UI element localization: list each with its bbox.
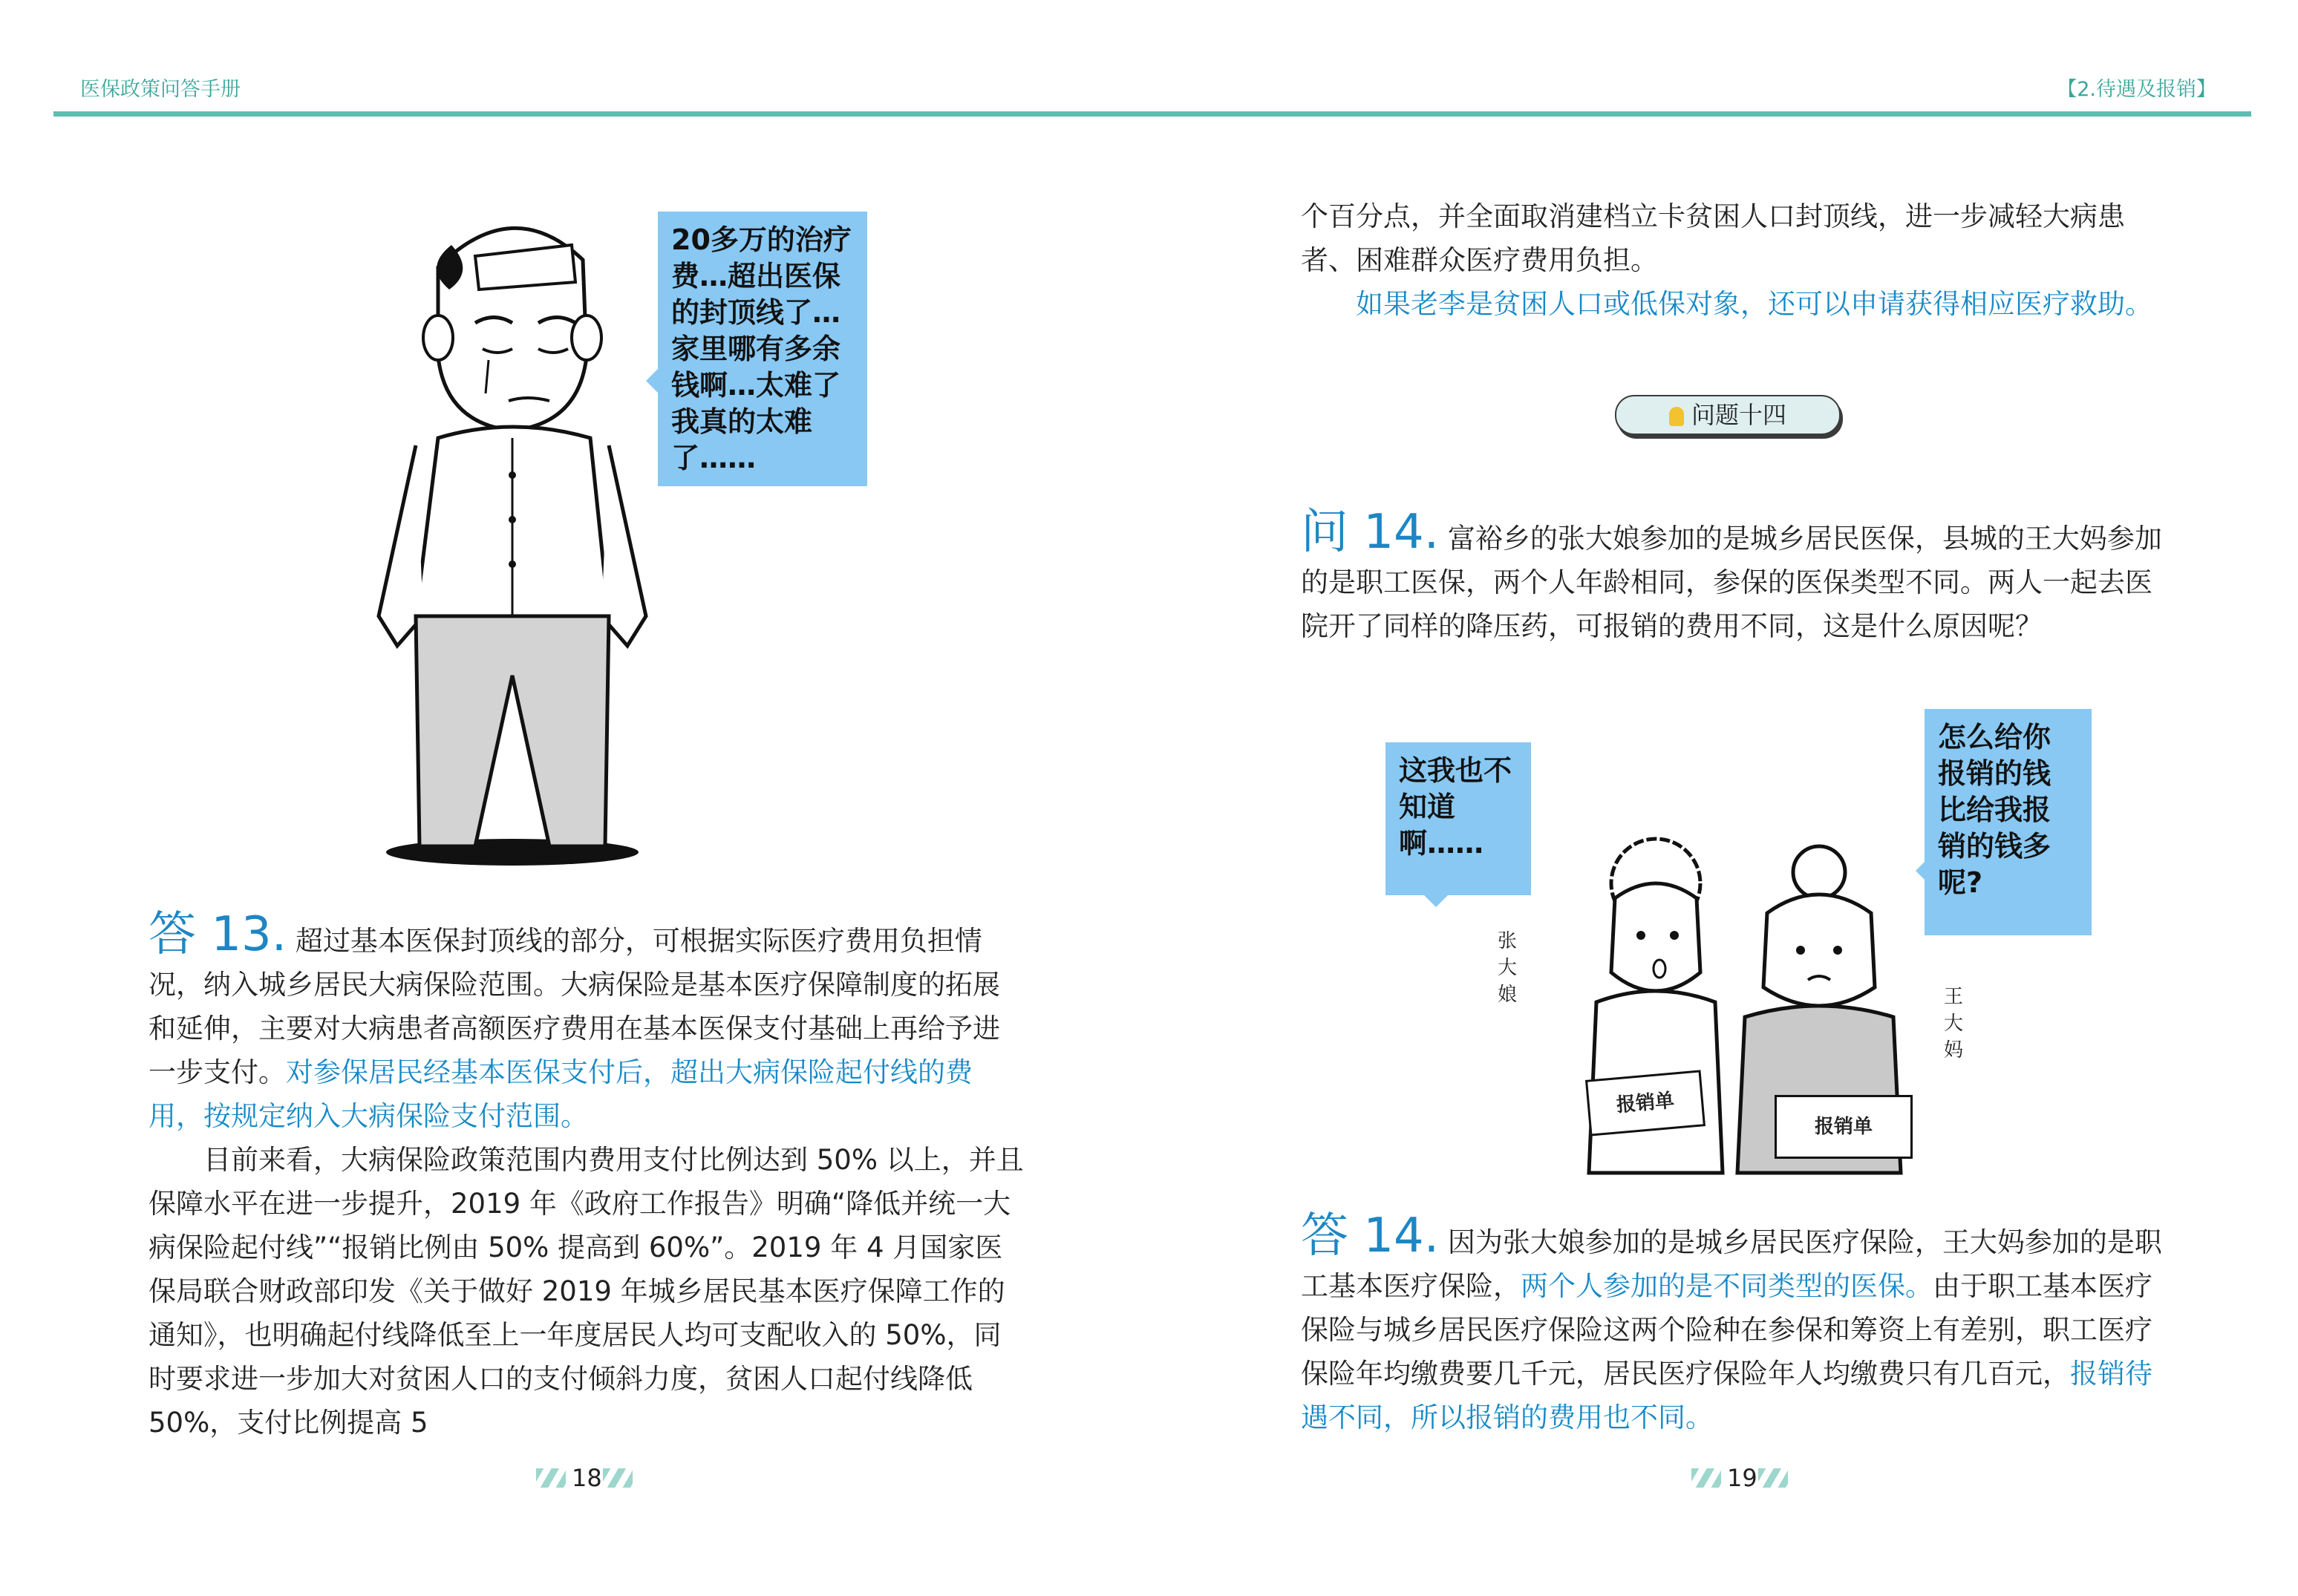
lightbulb-icon: [1669, 407, 1684, 426]
speech-bubble-zhang: 这我也不知道啊……: [1385, 742, 1531, 895]
page-number-18: 18: [572, 1464, 602, 1492]
answer-13-label: 答 13.: [148, 907, 287, 962]
answer-13-text: 超过基本医保封顶线的部分，可根据实际医疗费用负担情况，纳入城乡居民大病保险范围。大病保险是基本医疗保障制度的拓展和延伸，主要对大病患者高额医疗费用在基本医保支付基础上再给予进一步支付。: [148, 925, 1000, 1088]
label-wang-dama: 王大妈: [1943, 986, 1963, 1062]
answer-14-text-1: 因为张大娘参加的是城乡居民医疗保险，王大妈参加的是职工基本医疗保险，: [1301, 1226, 2162, 1302]
answer-14-block: [1301, 1209, 2177, 1439]
page-number-decor-right-2: [1758, 1468, 1788, 1488]
worried-old-man-illustration: [327, 200, 698, 869]
answer-13-highlight: 对参保居民经基本医保支付后，超出大病保险起付线的费用，按规定纳入大病保险支付范围。: [148, 1056, 973, 1132]
header-section-title: 【2.待遇及报销】: [2057, 78, 2216, 101]
answer-14-text-2: 由于职工基本医疗保险与城乡居民医疗保险这两个险种在参保和筹资上有差别，职工医疗保险年均缴费要几千元，居民医疗保险年人均缴费只有几百元，: [1301, 1270, 2152, 1390]
header-rule: [53, 111, 2251, 117]
page-number-decor-left-2: [603, 1468, 633, 1488]
answer-14-label: 答 14.: [1301, 1209, 1440, 1263]
header-book-title: 医保政策问答手册: [80, 78, 241, 101]
answer-13-continued: [1301, 194, 2177, 326]
reimbursement-sign-left: 报销单: [1585, 1070, 1705, 1136]
page-number-decor-right: [1691, 1468, 1721, 1488]
answer-13-block: [148, 907, 1025, 1445]
question-14-block: [1301, 505, 2177, 648]
answer-13-paragraph-2: 目前来看，大病保险政策范围内费用支付比例达到 50% 以上，并且保障水平在进一步提升，2019 年《政府工作报告》明确“降低并统一大病保险起付线”“报销比例由 50% 提高到 60%”。2019 年 4 月国家医保局联合财政部印发《关于做好 2019 年城乡居民基本医疗保障工作的通知》，也明确起付线降低至上一年度居民人均可支配收入的 50%，同时要求进一步加大对贫困人口的支付倾斜力度，贫困人口起付线降低 50%，支付比例提高 5: [148, 1144, 1024, 1439]
page-number-decor-left: [536, 1468, 566, 1488]
continued-highlight: 如果老李是贫困人口或低保对象，还可以申请获得相应医疗救助。: [1356, 288, 2152, 320]
page-number-19: 19: [1727, 1464, 1757, 1492]
label-zhang-daniang: 张大娘: [1497, 930, 1517, 1006]
speech-bubble-old-man: 20多万的治疗费…超出医保的封顶线了…家里哪有多余钱啊…太难了我真的太难了……: [658, 212, 867, 486]
question-badge-label: 问题十四: [1691, 401, 1786, 429]
question-14-badge: [1615, 395, 1841, 435]
answer-14-highlight-2: 报销待遇不同，所以报销的费用也不同。: [1301, 1358, 2152, 1433]
answer-14-highlight-1: 两个人参加的是不同类型的医保。: [1521, 1270, 1933, 1302]
continued-text: 个百分点，并全面取消建档立卡贫困人口封顶线，进一步减轻大病患者、困难群众医疗费用负担。: [1301, 200, 2125, 276]
reimbursement-sign-right: 报销单: [1775, 1095, 1913, 1159]
speech-bubble-wang: 怎么给你报销的钱比给我报销的钱多呢?: [1925, 709, 2092, 935]
question-14-label: 问 14.: [1301, 505, 1440, 560]
question-14-text: 富裕乡的张大娘参加的是城乡居民医保，县城的王大妈参加的是职工医保，两个人年龄相同，参保的医保类型不同。两人一起去医院开了同样的降压药，可报销的费用不同，这是什么原因呢？: [1301, 523, 2162, 642]
